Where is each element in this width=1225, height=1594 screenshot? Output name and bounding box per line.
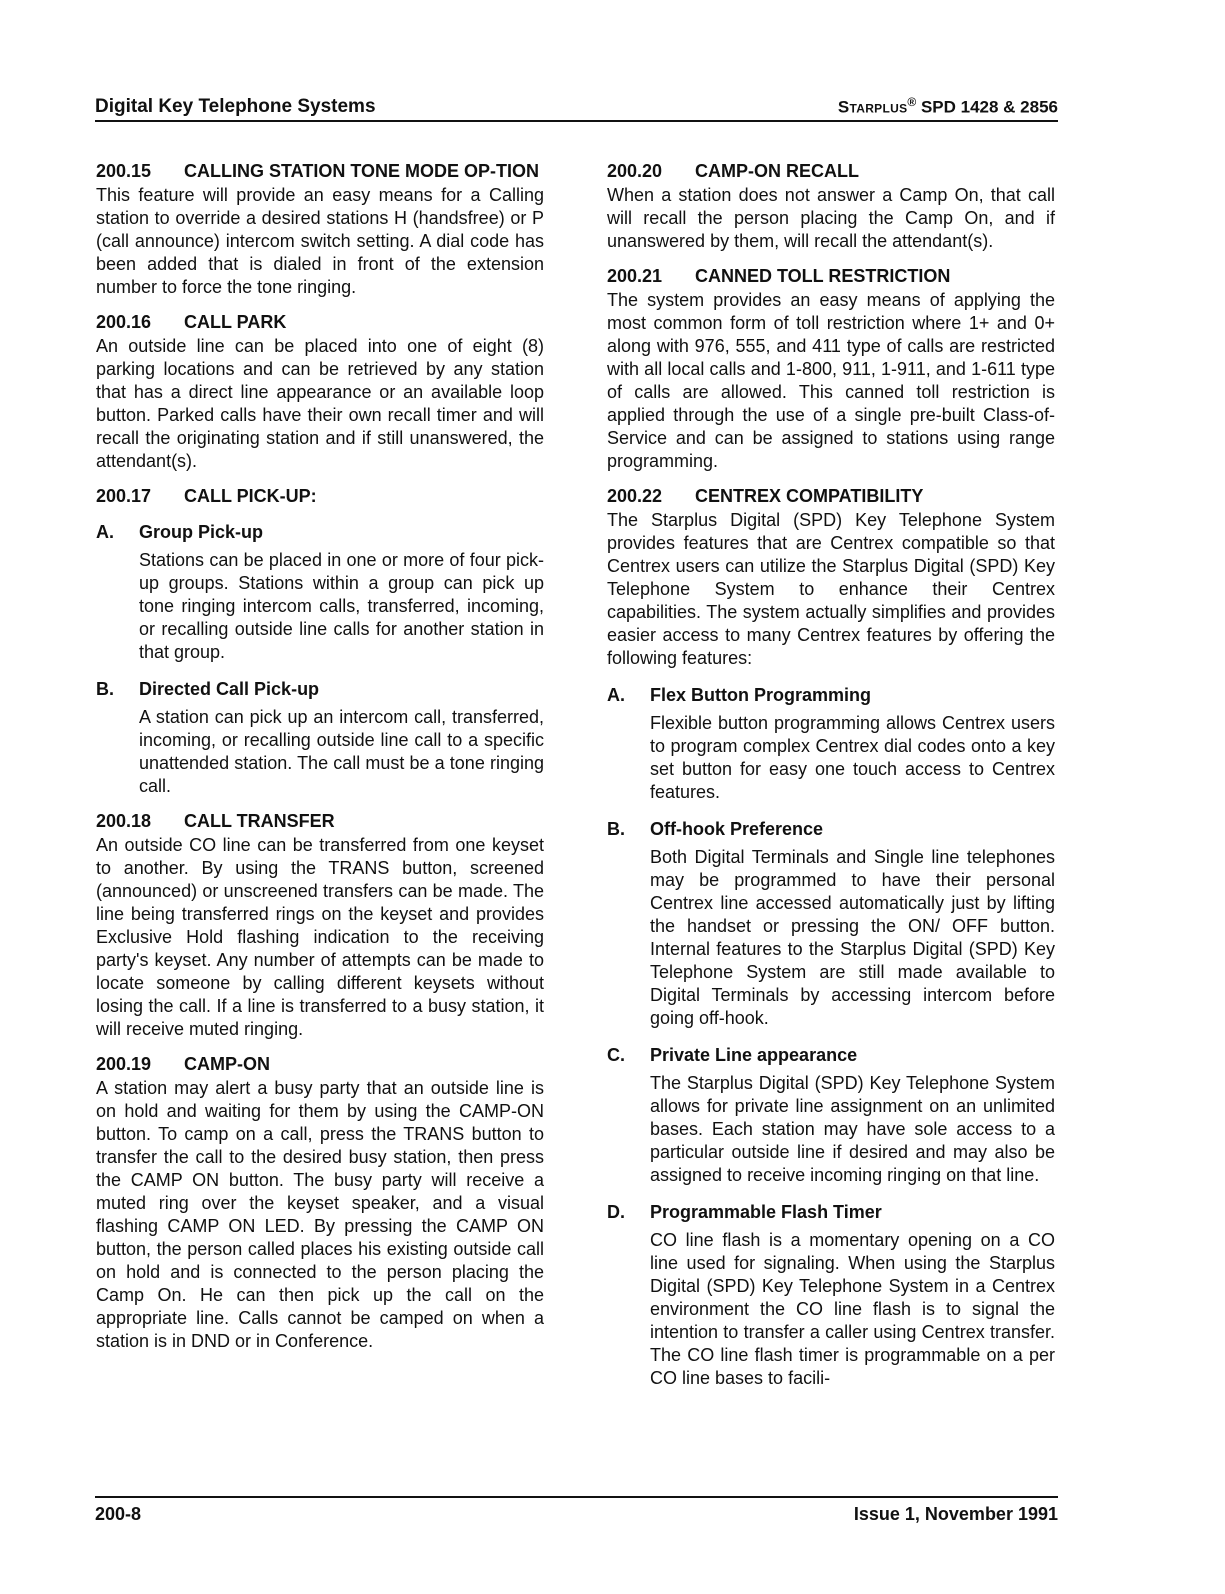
section-heading bbox=[96, 160, 544, 182]
subsection-heading bbox=[96, 678, 544, 700]
section-heading bbox=[96, 485, 544, 507]
section-200-17 bbox=[96, 485, 544, 798]
header-model: SPD 1428 & 2856 bbox=[916, 98, 1058, 117]
subsection-title: Programmable Flash Timer bbox=[650, 1202, 882, 1222]
section-200-15 bbox=[96, 160, 544, 299]
subsection-letter: B. bbox=[96, 679, 114, 699]
section-body: This feature will provide an easy means for a Calling station to override a desired stations H (handsfree) or P (call announce) intercom switch setting. A dial code has been added that is dialed in front of the extension number to force the tone ringing. bbox=[96, 185, 544, 297]
section-number: 200.20 bbox=[607, 161, 663, 181]
section-title: CAMP-ON RECALL bbox=[695, 161, 859, 181]
subsection-heading bbox=[96, 521, 544, 543]
page-header bbox=[95, 90, 1058, 122]
left-column bbox=[96, 160, 544, 1365]
section-title: CALL TRANSFER bbox=[184, 811, 335, 831]
section-heading bbox=[96, 1053, 544, 1075]
right-column bbox=[607, 160, 1055, 1402]
subsection-title: Directed Call Pick-up bbox=[139, 679, 320, 699]
subsection-title: Flex Button Programming bbox=[650, 685, 872, 705]
subsection-heading bbox=[607, 1044, 1055, 1066]
subsection-letter: C. bbox=[607, 1045, 625, 1065]
subsection-letter: B. bbox=[607, 819, 625, 839]
section-number: 200.16 bbox=[96, 312, 152, 332]
section-heading bbox=[96, 311, 544, 333]
header-product bbox=[838, 95, 1058, 120]
section-title: CANNED TOLL RESTRICTION bbox=[695, 266, 951, 286]
section-number: 200.22 bbox=[607, 486, 663, 506]
registered-mark: ® bbox=[907, 95, 917, 110]
section-title: CALL PICK-UP: bbox=[184, 486, 317, 506]
section-200-16 bbox=[96, 311, 544, 473]
section-heading bbox=[607, 160, 1055, 182]
subsection-body: Both Digital Terminals and Single line telephones may be programmed to have their personal Centrex line accessed automatically just by lifting the handset or pressing the ON/ OFF button. Internal features to the Starplus Digital (SPD) Key Telephone System are still made available to Digital Terminals by accessing intercom before going off-hook. bbox=[650, 847, 1055, 1028]
section-title: CENTREX COMPATIBILITY bbox=[695, 486, 924, 506]
subsection-body: Stations can be placed in one or more of four pick-up groups. Stations within a group can pick up tone ringing intercom calls, transferred, incoming, or recalling outside line calls for another station in that group. bbox=[139, 550, 544, 662]
section-body: An outside CO line can be transferred from one keyset to another. By using the TRANS button, screened (announced) or unscreened transfers can be made. The line being transferred rings on the keyset and provides Exclusive Hold flashing indication to the receiving party's keyset. Any number of attempts can be made to locate someone by calling different keysets without losing the call. If a line is transferred to a busy station, it will receive muted ringing. bbox=[96, 835, 544, 1039]
page-footer bbox=[95, 1496, 1058, 1525]
issue-date: Issue 1, November 1991 bbox=[853, 1504, 1058, 1524]
section-body: A station may alert a busy party that an outside line is on hold and waiting for them by using the CAMP-ON button. To camp on a call, press the TRANS button to transfer the call to the desired busy station, then press the CAMP ON button. The busy party will receive a muted ring over the keyset speaker, and a visual flashing CAMP ON LED. By pressing the CAMP ON button, the person called places his existing outside call on hold and is connected to the person placing the Camp On. He can then pick up the call on the appropriate line. Calls cannot be camped on when a station is in DND or in Conference. bbox=[96, 1078, 544, 1351]
section-title: CAMP-ON bbox=[184, 1054, 270, 1074]
section-heading bbox=[607, 485, 1055, 507]
section-number: 200.18 bbox=[96, 811, 152, 831]
subsection-b bbox=[96, 678, 544, 798]
section-number: 200.21 bbox=[607, 266, 663, 286]
section-title: CALL PARK bbox=[184, 312, 287, 332]
subsection-d bbox=[607, 1201, 1055, 1390]
subsection-body: Flexible button programming allows Centrex users to program complex Centrex dial codes onto a key set button for easy one touch access to Centrex features. bbox=[650, 713, 1055, 802]
section-number: 200.19 bbox=[96, 1054, 152, 1074]
subsection-heading bbox=[607, 684, 1055, 706]
section-body: The system provides an easy means of applying the most common form of toll restriction where 1+ and 0+ along with 976, 555, and 411 type of calls are restricted with all local calls and 1-800, 911, 1-911, and 1-611 type of calls are allowed. This canned toll restriction is applied through the use of a single pre-built Class-of-Service and can be assigned to stations using range programming. bbox=[607, 290, 1055, 471]
subsection-body: A station can pick up an intercom call, transferred, incoming, or recalling outside line call to a specific unattended station. The call must be a tone ringing call. bbox=[139, 707, 544, 796]
subsection-title: Off-hook Preference bbox=[650, 819, 824, 839]
subsection-b bbox=[607, 818, 1055, 1030]
header-title: Digital Key Telephone Systems bbox=[95, 96, 376, 117]
subsection-letter: A. bbox=[607, 685, 625, 705]
page-number: 200-8 bbox=[95, 1504, 142, 1524]
subsection-a bbox=[607, 684, 1055, 804]
section-number: 200.15 bbox=[96, 161, 152, 181]
section-200-19 bbox=[96, 1053, 544, 1353]
subsection-heading bbox=[607, 1201, 1055, 1223]
section-body: An outside line can be placed into one of eight (8) parking locations and can be retrieved by any station that has a direct line appearance or an available loop button. Parked calls have their own recall timer and will recall the originating station and if still unanswered, the attendant(s). bbox=[96, 336, 544, 471]
section-number: 200.17 bbox=[96, 486, 152, 506]
section-title: CALLING STATION TONE MODE OP-TION bbox=[184, 161, 539, 181]
subsection-body: The Starplus Digital (SPD) Key Telephone System allows for private line assignment on an unlimited bases. Each station may have sole access to a particular outside line if desired and may also be assigned to receive incoming ringing on that line. bbox=[650, 1073, 1055, 1185]
section-200-20 bbox=[607, 160, 1055, 253]
section-body: When a station does not answer a Camp On, that call will recall the person placing the Camp On, and if unanswered by them, will recall the attendant(s). bbox=[607, 185, 1055, 251]
section-heading bbox=[607, 265, 1055, 287]
subsection-letter: A. bbox=[96, 522, 114, 542]
subsection-letter: D. bbox=[607, 1202, 625, 1222]
subsection-body: CO line flash is a momentary opening on a CO line used for signaling. When using the Starplus Digital (SPD) Key Telephone System in a Centrex environment the CO line flash is to signal the intention to transfer a caller using Centrex transfer. The CO line flash timer is programmable on a per CO line bases to facili- bbox=[650, 1230, 1055, 1388]
subsection-title: Group Pick-up bbox=[139, 522, 264, 542]
section-heading bbox=[96, 810, 544, 832]
subsection-c bbox=[607, 1044, 1055, 1187]
header-brand: Starplus bbox=[837, 98, 908, 117]
subsection-title: Private Line appearance bbox=[650, 1045, 858, 1065]
section-200-22 bbox=[607, 485, 1055, 1390]
section-200-18 bbox=[96, 810, 544, 1041]
subsection-a bbox=[96, 521, 544, 664]
subsection-heading bbox=[607, 818, 1055, 840]
section-body: The Starplus Digital (SPD) Key Telephone System provides features that are Centrex compatible so that Centrex users can utilize the Starplus Digital (SPD) Key Telephone System to enhance their Centrex capabilities. The system actually simplifies and provides easier access to many Centrex features by offering the following features: bbox=[607, 510, 1055, 668]
section-200-21 bbox=[607, 265, 1055, 473]
